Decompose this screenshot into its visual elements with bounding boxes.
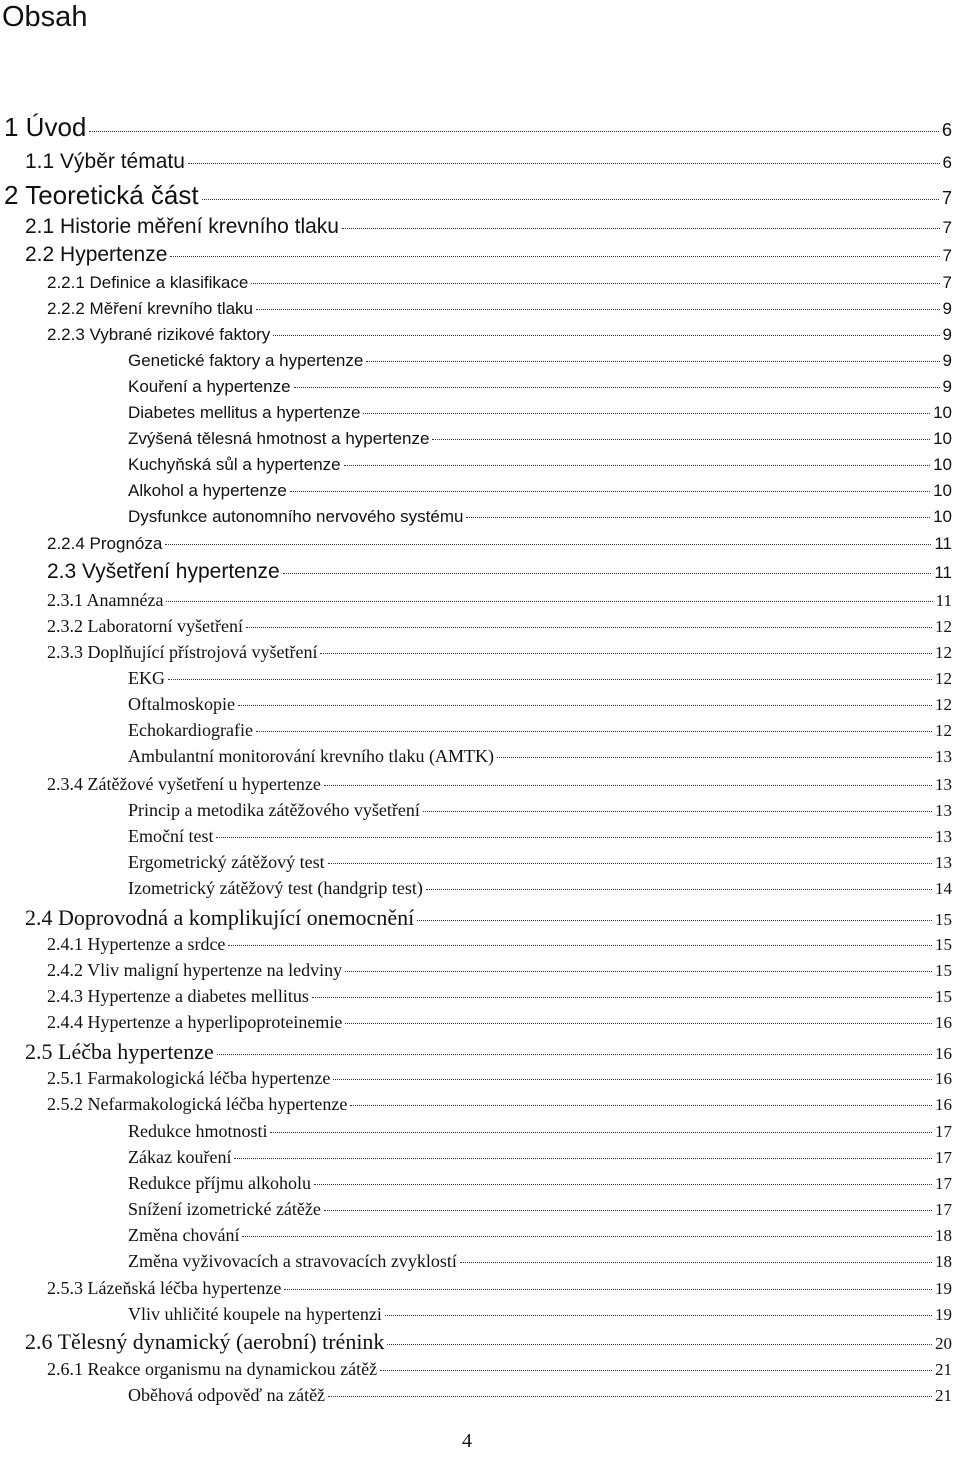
dot-leader <box>242 1236 932 1237</box>
toc-entry-label: 2.4.4 Hypertenze a hyperlipoproteinemie <box>47 1012 343 1032</box>
toc-entry[interactable] <box>128 826 952 852</box>
dot-leader <box>165 544 931 545</box>
toc-entry-page-number: 21 <box>935 1360 952 1379</box>
dot-leader <box>234 1158 932 1159</box>
toc-entry[interactable] <box>128 720 952 746</box>
dot-leader <box>294 387 940 388</box>
toc-entry-page-number: 14 <box>935 879 952 898</box>
toc-entry[interactable] <box>128 377 952 403</box>
toc-entry-page-number: 16 <box>935 1044 952 1063</box>
toc-entry[interactable] <box>25 1039 952 1065</box>
toc-entry-page-number: 16 <box>935 1069 952 1088</box>
toc-entry[interactable] <box>47 299 952 325</box>
toc-entry[interactable] <box>47 1012 952 1038</box>
toc-entry-page-number: 20 <box>935 1334 952 1353</box>
toc-entry-page-number: 19 <box>935 1279 952 1298</box>
toc-entry-label: Genetické faktory a hypertenze <box>128 351 364 370</box>
toc-entry-page-number: 13 <box>935 827 952 846</box>
toc-entry[interactable] <box>4 180 952 210</box>
toc-entry[interactable] <box>25 215 952 241</box>
dot-leader <box>202 199 939 200</box>
toc-entry-page-number: 9 <box>942 299 952 318</box>
toc-entry[interactable] <box>47 325 952 351</box>
toc-entry-label: 2.2.4 Prognóza <box>47 534 163 553</box>
toc-entry[interactable] <box>128 455 952 481</box>
toc-entry-page-number: 21 <box>935 1386 952 1405</box>
toc-entry[interactable] <box>128 429 952 455</box>
dot-leader <box>256 731 932 732</box>
dot-leader <box>366 361 939 362</box>
toc-entry[interactable] <box>128 1173 952 1199</box>
dot-leader <box>228 945 932 946</box>
toc-entry[interactable] <box>25 243 952 269</box>
dot-leader <box>168 679 932 680</box>
toc-entry-page-number: 16 <box>935 1095 952 1114</box>
toc-entry-page-number: 9 <box>942 325 952 344</box>
dot-leader <box>345 971 932 972</box>
toc-entry[interactable] <box>47 1068 952 1094</box>
toc-entry-label: Zákaz kouření <box>128 1147 232 1167</box>
dot-leader <box>328 863 932 864</box>
dot-leader <box>387 1344 932 1345</box>
toc-entry-page-number: 16 <box>935 1013 952 1032</box>
dot-leader <box>188 163 940 164</box>
toc-entry-page-number: 7 <box>942 246 952 265</box>
toc-entry[interactable] <box>128 1251 952 1277</box>
toc-entry[interactable] <box>128 746 952 772</box>
toc-entry[interactable] <box>47 560 952 586</box>
toc-entry-page-number: 17 <box>935 1200 952 1219</box>
dot-leader <box>344 465 930 466</box>
toc-entry-label: 2.3.4 Zátěžové vyšetření u hypertenze <box>47 774 321 794</box>
toc-entry-label: 2.3.2 Laboratorní vyšetření <box>47 616 243 636</box>
dot-leader <box>328 1396 932 1397</box>
dot-leader <box>89 131 939 132</box>
dot-leader <box>423 811 932 812</box>
toc-entry-label: Izometrický zátěžový test (handgrip test) <box>128 878 423 898</box>
toc-entry-page-number: 19 <box>935 1305 952 1324</box>
toc-entry-page-number: 12 <box>935 643 952 662</box>
toc-entry-page-number: 10 <box>933 429 952 448</box>
toc-entry[interactable] <box>47 934 952 960</box>
toc-entry[interactable] <box>25 1329 952 1355</box>
toc-entry-label: 2.2 Hypertenze <box>25 243 168 266</box>
toc-entry-page-number: 6 <box>941 120 952 140</box>
toc-entry-label: Dysfunkce autonomního nervového systému <box>128 507 464 526</box>
toc-entry[interactable] <box>47 642 952 668</box>
toc-entry[interactable] <box>128 481 952 507</box>
toc-entry-page-number: 13 <box>935 747 952 766</box>
toc-entry-label: Vliv uhličité koupele na hypertenzi <box>128 1304 382 1324</box>
dot-leader <box>270 1132 932 1133</box>
dot-leader <box>217 1054 932 1055</box>
toc-entry-page-number: 13 <box>935 775 952 794</box>
toc-entry-label: Redukce příjmu alkoholu <box>128 1173 311 1193</box>
toc-entry[interactable] <box>47 774 952 800</box>
dot-leader <box>385 1315 932 1316</box>
dot-leader <box>460 1262 932 1263</box>
toc-entry[interactable] <box>128 1304 952 1330</box>
toc-entry[interactable] <box>128 1121 952 1147</box>
toc-entry-label: EKG <box>128 668 165 688</box>
toc-entry-page-number: 15 <box>935 910 952 929</box>
dot-leader <box>283 573 932 574</box>
toc-entry-label: Kuchyňská sůl a hypertenze <box>128 455 341 474</box>
toc-entry[interactable] <box>25 150 952 176</box>
toc-entry[interactable] <box>4 112 952 142</box>
toc-entry[interactable] <box>128 800 952 826</box>
toc-entry-page-number: 17 <box>935 1174 952 1193</box>
toc-entry-page-number: 12 <box>935 617 952 636</box>
toc-entry-label: 1.1 Výběr tématu <box>25 150 185 173</box>
toc-entry-label: 2.6 Tělesný dynamický (aerobní) trénink <box>25 1329 385 1354</box>
toc-entry[interactable] <box>47 1094 952 1120</box>
toc-entry-label: 2.2.1 Definice a klasifikace <box>47 273 249 292</box>
dot-leader <box>320 653 932 654</box>
toc-entry-page-number: 10 <box>933 455 952 474</box>
toc-entry-page-number: 12 <box>935 721 952 740</box>
toc-entry-label: Redukce hmotnosti <box>128 1121 268 1141</box>
dot-leader <box>166 601 932 602</box>
toc-entry[interactable] <box>128 694 952 720</box>
toc-entry-page-number: 18 <box>935 1226 952 1245</box>
dot-leader <box>273 335 939 336</box>
dot-leader <box>284 1289 932 1290</box>
toc-entry-label: Změna vyživovacích a stravovacích zvyklostí <box>128 1251 457 1271</box>
toc-entry-page-number: 10 <box>933 403 952 422</box>
toc-entry-label: Ambulantní monitorování krevního tlaku (AMTK) <box>128 746 494 766</box>
toc-entry-label: Ergometrický zátěžový test <box>128 852 325 872</box>
dot-leader <box>314 1184 932 1185</box>
toc-entry-label: 2.4.1 Hypertenze a srdce <box>47 934 226 954</box>
toc-entry-label: 2 Teoretická část <box>4 180 199 210</box>
toc-entry-label: Alkohol a hypertenze <box>128 481 287 500</box>
toc-entry-page-number: 13 <box>935 853 952 872</box>
toc-entry[interactable] <box>128 1147 952 1173</box>
toc-entry-label: 2.2.3 Vybrané rizikové faktory <box>47 325 271 344</box>
toc-entry-label: Kouření a hypertenze <box>128 377 291 396</box>
toc-entry-page-number: 11 <box>934 534 952 553</box>
dot-leader <box>432 439 930 440</box>
dot-leader <box>324 1210 932 1211</box>
toc-entry-page-number: 7 <box>942 218 952 237</box>
toc-entry-label: Princip a metodika zátěžového vyšetření <box>128 800 420 820</box>
dot-leader <box>170 256 939 257</box>
toc-entry-label: 2.3.3 Doplňující přístrojová vyšetření <box>47 642 318 662</box>
toc-entry[interactable] <box>47 273 952 299</box>
toc-entry-page-number: 10 <box>933 507 952 526</box>
page-number: 4 <box>462 1430 472 1452</box>
toc-entry[interactable] <box>25 905 952 931</box>
toc-entry[interactable] <box>47 960 952 986</box>
dot-leader <box>290 491 930 492</box>
dot-leader <box>363 413 930 414</box>
toc-entry[interactable] <box>128 351 952 377</box>
toc-entry-label: 2.3.1 Anamnéza <box>47 590 164 610</box>
toc-entry[interactable] <box>47 616 952 642</box>
toc-entry-label: Snížení izometrické zátěže <box>128 1199 321 1219</box>
toc-entry[interactable] <box>47 590 952 616</box>
toc-entry-label: 2.4.2 Vliv maligní hypertenze na ledviny <box>47 960 343 980</box>
toc-entry-page-number: 9 <box>942 351 952 370</box>
dot-leader <box>324 785 932 786</box>
toc-entry[interactable] <box>128 1225 952 1251</box>
toc-entry[interactable] <box>128 403 952 429</box>
toc-entry-label: 2.3 Vyšetření hypertenze <box>47 560 280 583</box>
toc-entry-page-number: 15 <box>935 961 952 980</box>
toc-entry[interactable] <box>47 1278 952 1304</box>
toc-entry-label: Diabetes mellitus a hypertenze <box>128 403 361 422</box>
toc-entry[interactable] <box>47 534 952 560</box>
dot-leader <box>380 1370 932 1371</box>
toc-entry-page-number: 10 <box>933 481 952 500</box>
toc-entry-label: 2.5.3 Lázeňská léčba hypertenze <box>47 1278 282 1298</box>
page-title: Obsah <box>2 1 88 33</box>
toc-entry-page-number: 17 <box>935 1148 952 1167</box>
toc-entry-page-number: 12 <box>935 669 952 688</box>
toc-entry-label: 2.4 Doprovodná a komplikující onemocnění <box>25 905 415 930</box>
toc-entry-page-number: 13 <box>935 801 952 820</box>
dot-leader <box>256 309 940 310</box>
toc-entry-page-number: 17 <box>935 1122 952 1141</box>
dot-leader <box>246 627 932 628</box>
toc-entry-label: 2.5 Léčba hypertenze <box>25 1039 214 1064</box>
toc-entry-page-number: 15 <box>935 987 952 1006</box>
toc-entry-page-number: 18 <box>935 1252 952 1271</box>
dot-leader <box>466 517 930 518</box>
toc-entry-label: Emoční test <box>128 826 214 846</box>
toc-entry[interactable] <box>128 668 952 694</box>
toc-entry-page-number: 7 <box>941 188 952 208</box>
dot-leader <box>333 1079 932 1080</box>
toc-entry-page-number: 6 <box>942 153 952 172</box>
toc-entry-label: Změna chování <box>128 1225 240 1245</box>
dot-leader <box>342 228 940 229</box>
toc-entry-label: 1 Úvod <box>4 112 87 142</box>
toc-entry-label: Oběhová odpověď na zátěž <box>128 1385 326 1405</box>
toc-entry-page-number: 9 <box>942 377 952 396</box>
toc-entry-page-number: 11 <box>935 591 952 610</box>
toc-entry-page-number: 7 <box>942 273 952 292</box>
toc-entry[interactable] <box>128 1199 952 1225</box>
dot-leader <box>350 1105 932 1106</box>
dot-leader <box>312 997 932 998</box>
toc-entry-label: 2.5.2 Nefarmakologická léčba hypertenze <box>47 1094 348 1114</box>
toc-entry[interactable] <box>128 878 952 904</box>
dot-leader <box>238 705 932 706</box>
dot-leader <box>216 837 932 838</box>
toc-entry-label: 2.5.1 Farmakologická léčba hypertenze <box>47 1068 331 1088</box>
toc-entry[interactable] <box>47 986 952 1012</box>
dot-leader <box>417 920 932 921</box>
dot-leader <box>426 889 932 890</box>
toc-entry[interactable] <box>128 1385 952 1411</box>
toc-entry-page-number: 15 <box>935 935 952 954</box>
toc-entry-label: Echokardiografie <box>128 720 253 740</box>
toc-entry-label: Zvýšená tělesná hmotnost a hypertenze <box>128 429 430 448</box>
toc-entry[interactable] <box>128 852 952 878</box>
toc-entry-label: 2.2.2 Měření krevního tlaku <box>47 299 254 318</box>
toc-entry-label: 2.4.3 Hypertenze a diabetes mellitus <box>47 986 309 1006</box>
toc-entry-label: 2.1 Historie měření krevního tlaku <box>25 215 339 238</box>
dot-leader <box>251 283 939 284</box>
toc-entry-label: Oftalmoskopie <box>128 694 235 714</box>
dot-leader <box>497 757 932 758</box>
toc-entry[interactable] <box>47 1359 952 1385</box>
toc-entry-label: 2.6.1 Reakce organismu na dynamickou zátěž <box>47 1359 378 1379</box>
dot-leader <box>345 1023 932 1024</box>
toc-entry-page-number: 11 <box>934 563 952 582</box>
toc-entry[interactable] <box>128 507 952 533</box>
toc-entry-page-number: 12 <box>935 695 952 714</box>
